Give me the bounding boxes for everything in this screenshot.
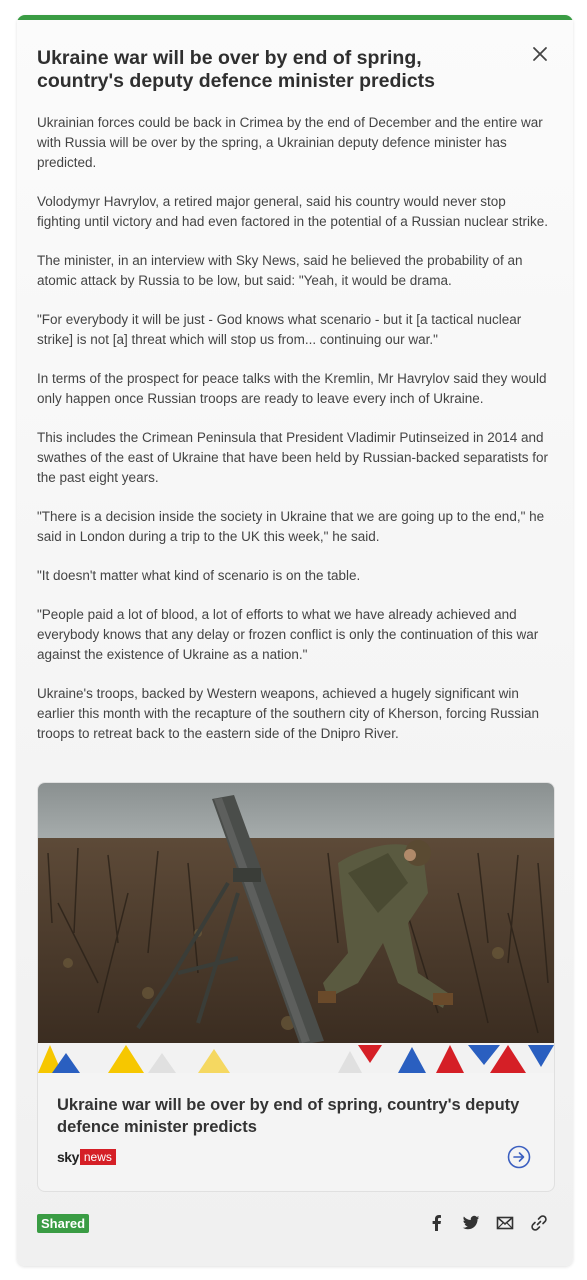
article-paragraph: Ukrainian forces could be back in Crimea by the end of December and the entire war with Russia will be over by the spring, a Ukrainian deputy defence minister has predicted. (37, 115, 543, 170)
facebook-share-button[interactable] (427, 1213, 447, 1233)
article-body (37, 113, 552, 763)
top-accent-bar (17, 15, 573, 20)
email-icon (496, 1214, 514, 1232)
share-actions (427, 1213, 549, 1233)
brand-sky: sky (57, 1149, 79, 1165)
article-photo (38, 783, 554, 1073)
article-paragraph: The minister, in an interview with Sky News, said he believed the probability of an atomic attack by Russia to be low, but said: "Yeah, it would be drama. (37, 253, 523, 288)
shared-badge: Shared (37, 1214, 89, 1233)
article-paragraph: "For everybody it will be just - God knows what scenario - but it [a tactical nuclear strike] is not [a] threat which will stop us from... continuing our war." (37, 312, 522, 347)
article-paragraph: In terms of the prospect for peace talks with the Kremlin, Mr Havrylov said they would only happen once Russian troops are ready to leave every inch of Ukraine. (37, 371, 547, 406)
twitter-share-button[interactable] (461, 1213, 481, 1233)
article-paragraph: "It doesn't matter what kind of scenario is on the table. (37, 568, 361, 583)
article-paragraph: Volodymyr Havrylov, a retired major general, said his country would never stop fighting until victory and had even factored in the potential of a Russian nuclear strike. (37, 194, 549, 229)
facebook-icon (428, 1214, 446, 1232)
article-paragraph: Ukraine's troops, backed by Western weapons, achieved a hugely significant win earlier this month with the recapture of the southern city of Kherson, forcing Russian troops to retreat back to the eastern side of the Dnipro River. (37, 686, 540, 741)
article-paragraph: This includes the Crimean Peninsula that President Vladimir Putinseized in 2014 and swathes of the east of Ukraine that have been held by Russian-backed separatists for the past eight years. (37, 430, 549, 485)
sky-news-logo (57, 1149, 116, 1165)
email-share-button[interactable] (495, 1213, 515, 1233)
copy-link-button[interactable] (529, 1213, 549, 1233)
card-footer (37, 1213, 553, 1237)
twitter-icon (462, 1214, 480, 1232)
article-title: Ukraine war will be over by end of spring, country's deputy defence minister predicts (37, 47, 435, 92)
close-button[interactable] (527, 41, 553, 67)
link-preview-card[interactable] (37, 782, 555, 1192)
brand-news: news (80, 1149, 116, 1165)
link-icon (530, 1214, 548, 1232)
arrow-right-circle-icon (507, 1145, 531, 1169)
article-paragraph: "There is a decision inside the society in Ukraine that we are going up to the end," he said in London during a trip to the UK this week," he said. (37, 509, 545, 544)
preview-title[interactable]: Ukraine war will be over by end of spring, country's deputy defence minister predicts (57, 1096, 520, 1136)
open-article-button[interactable] (507, 1145, 531, 1169)
close-icon (532, 46, 548, 62)
article-card (17, 15, 573, 1266)
article-paragraph: "People paid a lot of blood, a lot of efforts to what we have already achieved and everybody knows that any delay or frozen conflict is only the continuation of this war against the existence of Ukraine as a nation." (37, 607, 539, 662)
